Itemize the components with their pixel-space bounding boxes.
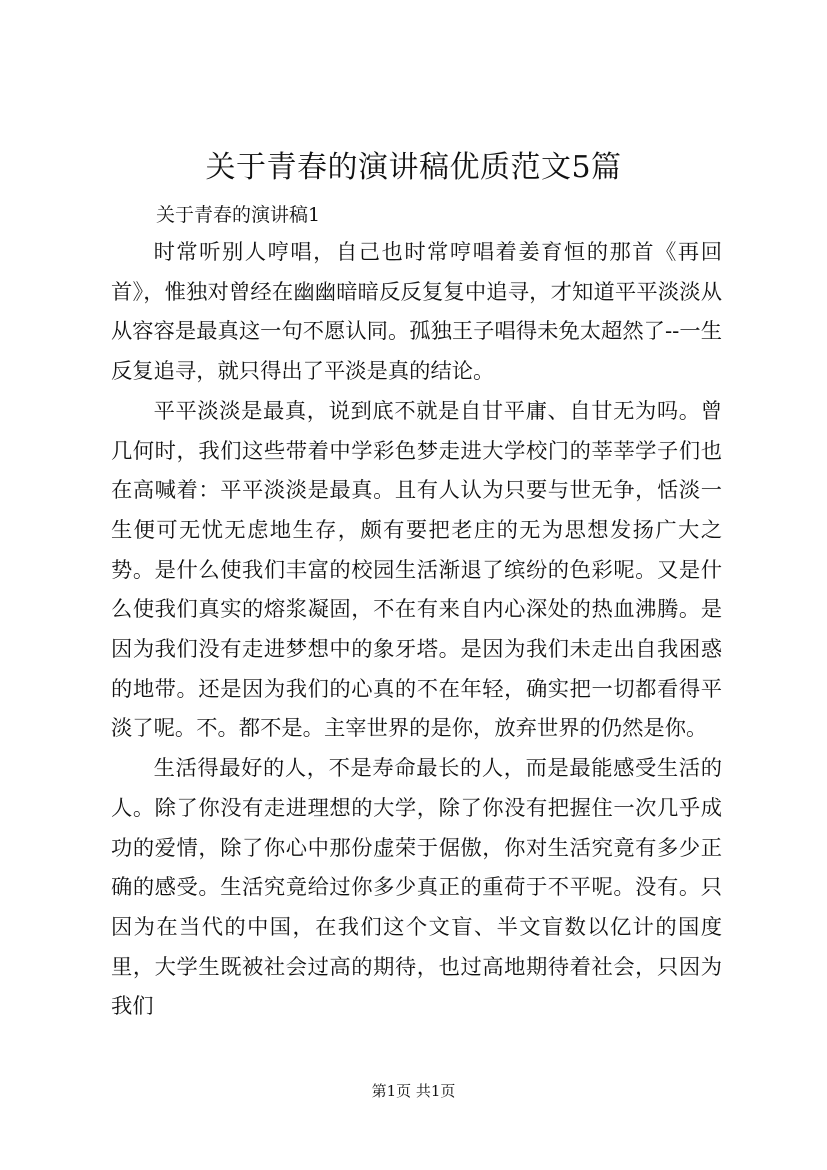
page-footer: 第1页 共1页 (371, 1082, 456, 1100)
paragraph: 平平淡淡是最真，说到底不就是自甘平庸、自甘无为吗。曾几何时，我们这些带着中学彩色梦走进大学校门的莘莘学子们也在高喊着：平平淡淡是最真。且有人认为只要与世无争，恬淡一生便可无忧无虑地生存，颇有要把老庄的无为思想发扬广大之势。是什么使我们丰富的校园生活渐退了缤纷的色彩呢。又是什么使我们真实的熔浆凝固，不在有来自内心深处的热血沸腾。是因为我们没有走进梦想中的象牙塔。是因为我们未走出自我困惑的地带。还是因为我们的心真的不在年轻，确实把一切都看得平淡了呢。不。都不是。主宰世界的是你，放弃世界的仍然是你。 (111, 398, 722, 742)
paragraph: 时常听别人哼唱，自己也时常哼唱着姜育恒的那首《再回首》，惟独对曾经在幽幽暗暗反反复复中追寻，才知道平平淡淡从从容容是最真这一句不愿认同。孤独王子唱得未免太超然了--一生反复追寻，就只得出了平淡是真的结论。 (111, 240, 722, 385)
document-title: 关于青春的演讲稿优质范文5篇 (205, 150, 622, 185)
document-body (111, 233, 722, 1027)
paragraph: 生活得最好的人，不是寿命最长的人，而是最能感受生活的人。除了你没有走进理想的大学，除了你没有把握住一次几乎成功的爱情，除了你心中那份虚荣于倨傲，你对生活究竟有多少正确的感受。生活究竟给过你多少真正的重荷于不平呢。没有。只因为在当代的中国，在我们这个文盲、半文盲数以亿计的国度里，大学生既被社会过高的期待，也过高地期待着社会，只因为我们 (111, 756, 722, 1020)
document-subtitle: 关于青春的演讲稿1 (156, 204, 321, 226)
